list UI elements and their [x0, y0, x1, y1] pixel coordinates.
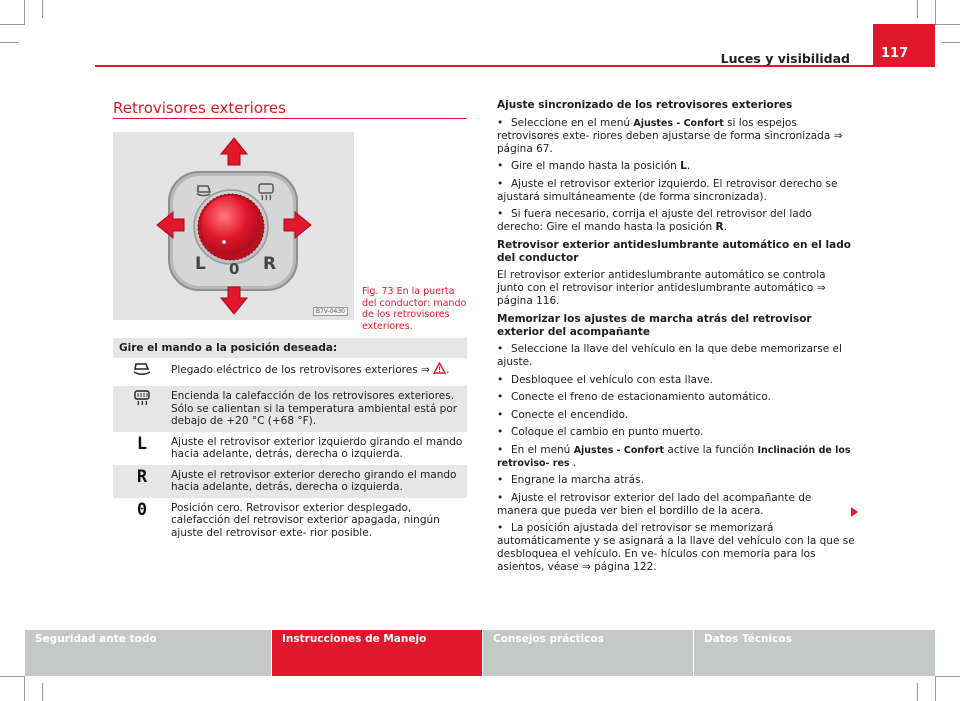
mirror-fold-icon: [132, 362, 152, 376]
subheading: Memorizar los ajustes de marcha atrás del retrovisor exterior del acompañante: [497, 312, 812, 338]
row-text: Ajuste el retrovisor exterior derecho girando el mando hacia adelante, detrás, derecha o izquierda.: [171, 468, 457, 493]
crop-mark: [935, 676, 936, 701]
footer-tab-datos[interactable]: Datos Técnicos: [694, 630, 935, 676]
bullet-item: • Ajuste el retrovisor exterior izquierdo. El retrovisor derecho se ajustará simultáneamente (de forma sincronizada).: [497, 177, 838, 203]
continue-arrow-icon: [851, 507, 858, 517]
crop-mark: [0, 676, 25, 677]
crop-mark: [42, 683, 43, 701]
bullet-item: • Seleccione en el menú Ajustes - Confort si los espejos retrovisores exte- riores deben ajustarse de forma sincronizada ⇒ página 67.: [497, 116, 843, 155]
table-row: [113, 432, 467, 465]
position-l-label: L: [195, 254, 206, 274]
bullet-item: • La posición ajustada del retrovisor se memorizará automáticamente y se asignará a la llave del vehículo con la que se desbloquea el vehículo. En ve- hículos con memoria para los asientos, véase ⇒ página 122.: [497, 522, 855, 573]
table-row: Plegado eléctrico de los retrovisores exteriores ⇒ .: [113, 358, 467, 386]
positions-table: [113, 338, 467, 543]
letter-r-icon: R: [136, 466, 148, 487]
footer-tab-instrucciones[interactable]: Instrucciones de Manejo: [272, 630, 482, 676]
position-r-label: R: [263, 254, 277, 274]
position-0-label: 0: [229, 260, 240, 278]
row-text: Ajuste el retrovisor exterior izquierdo girando el mando hacia adelante, detrás, derecha o izquierda.: [171, 435, 463, 460]
table-row: [113, 498, 467, 544]
subheading: Ajuste sincronizado de los retrovisores exteriores: [497, 99, 793, 111]
figure-code: B7V-0430: [313, 307, 348, 316]
right-column: [497, 99, 855, 579]
crop-mark: [917, 0, 918, 18]
bullet-item: • Conecte el freno de estacionamiento automático.: [497, 391, 771, 403]
footer-tab-consejos[interactable]: Consejos prácticos: [483, 630, 693, 676]
crop-mark: [42, 0, 43, 18]
page-number: 117: [873, 24, 935, 65]
bullet-item: • Ajuste el retrovisor exterior del lado del acompañante de manera que pueda ver bien el bordillo de la acera.: [497, 491, 812, 517]
section-rule: [113, 118, 467, 119]
section-title: Retrovisores exteriores: [113, 99, 286, 117]
crop-mark: [917, 683, 918, 701]
row-text: Posición cero. Retrovisor exterior desplegado, calefacción del retrovisor exterior apagada, ningún ajuste del retrovisor exte- rior posible.: [171, 501, 440, 539]
bullet-item: • Gire el mando hasta la posición L.: [497, 160, 691, 172]
footer-tab-seguridad[interactable]: Seguridad ante todo: [25, 630, 271, 676]
bullet-item: • Si fuera necesario, corrija el ajuste del retrovisor del lado derecho: Gire el mando hasta la posición R.: [497, 208, 812, 233]
mirror-heating-icon: [132, 390, 152, 406]
bullet-item: • Desbloquee el vehículo con esta llave.: [497, 373, 713, 386]
subheading: Retrovisor exterior antideslumbrante automático en el lado del conductor: [497, 238, 851, 264]
warning-icon: [433, 362, 446, 374]
running-header: Luces y visibilidad: [720, 51, 850, 66]
crop-mark: [0, 24, 25, 25]
table-row: [113, 465, 467, 498]
row-text: Plegado eléctrico de los retrovisores exteriores ⇒: [171, 364, 430, 376]
bullet-item: • Conecte el encendido.: [497, 408, 629, 421]
crop-mark: [0, 42, 18, 43]
crop-mark: [935, 24, 960, 25]
crop-mark: [935, 676, 960, 677]
letter-l-icon: L: [136, 433, 148, 454]
table-header: Gire el mando a la posición deseada:: [113, 338, 467, 358]
crop-mark: [24, 676, 25, 701]
paragraph: El retrovisor exterior antideslumbrante automático se controla junto con el retrovisor interior antideslumbrante automático ⇒ página 116.: [497, 269, 826, 307]
bullet-item: • Engrane la marcha atrás.: [497, 474, 644, 486]
mirror-control-illustration: [113, 132, 354, 320]
row-text: Encienda la calefacción de los retrovisores exteriores. Sólo se calientan si la temperatura ambiental está por debajo de +20 °C (+68 °F).: [171, 390, 458, 427]
bullet-item: • En el menú Ajustes - Confort active la función Inclinación de los retroviso- res .: [497, 443, 851, 469]
mirror-knob: [201, 196, 259, 254]
crop-mark: [942, 42, 960, 43]
crop-mark: [24, 0, 25, 25]
figure-caption: Fig. 73 En la puerta del conductor: mando de los retrovisores exteriores.: [362, 286, 467, 332]
bullet-item: • Coloque el cambio en punto muerto.: [497, 426, 704, 438]
mirror-control-figure: [113, 132, 354, 320]
crop-mark: [935, 0, 936, 25]
table-row: [113, 386, 467, 432]
zero-position-icon: 0: [136, 499, 148, 520]
bullet-item: • Seleccione la llave del vehículo en la que debe memorizarse el ajuste.: [497, 343, 842, 368]
